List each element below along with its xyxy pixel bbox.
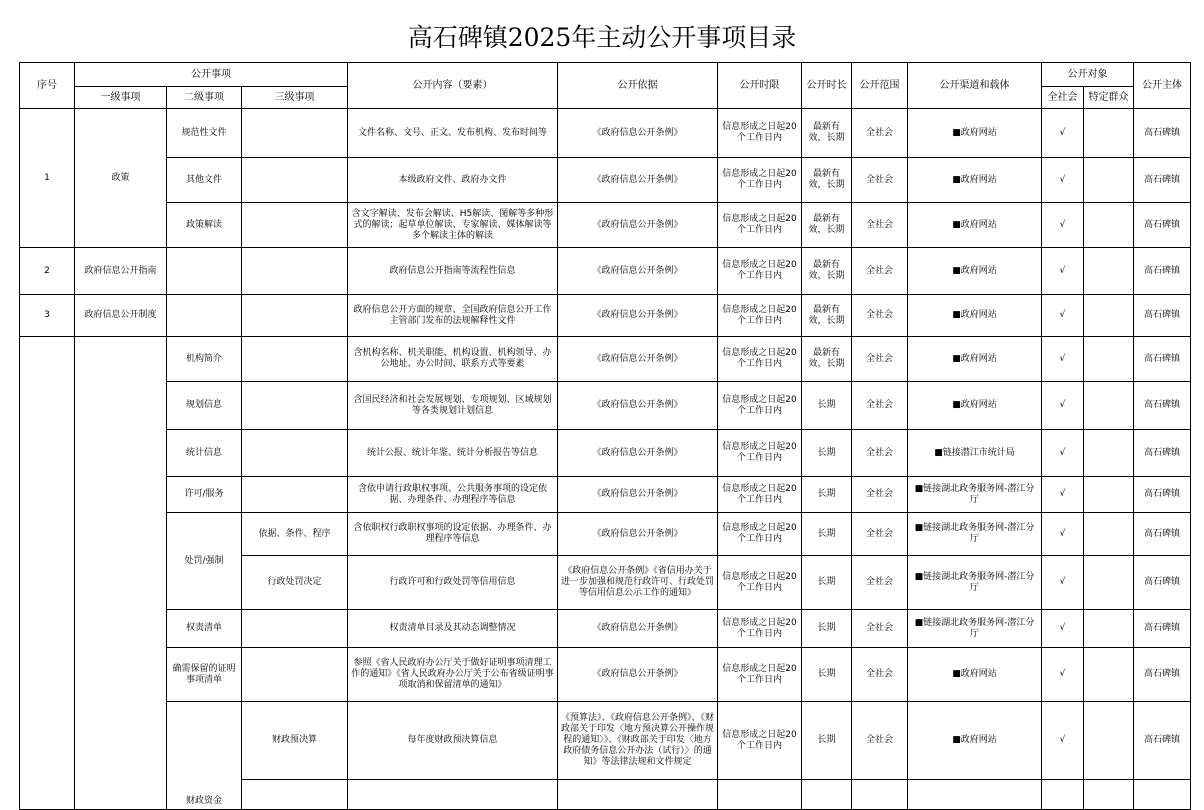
row-all-society-check: √ [1042, 610, 1084, 648]
row-time-limit: 信息形成之日起20个工作日内 [718, 382, 802, 430]
row-content: 本级政府文件、政府办文件 [348, 158, 558, 203]
row-scope: 全社会 [852, 477, 908, 513]
row-all-society-check: √ [1042, 158, 1084, 203]
row-level2: 权责清单 [167, 610, 242, 648]
row-specific [1084, 556, 1134, 610]
header-time-limit: 公开时限 [718, 63, 802, 109]
row-duration: 最新有效，长期 [802, 337, 852, 382]
row-channel: ■政府网站 [908, 337, 1042, 382]
row-channel: ■链接湖北政务服务网-潜江分厅 [908, 610, 1042, 648]
row-all-society-check: √ [1042, 382, 1084, 430]
row-basis: 《政府信息公开条例》 [558, 648, 718, 702]
row-content: 行政许可和行政处罚等信用信息 [348, 556, 558, 610]
row-time-limit: 信息形成之日起20个工作日内 [718, 513, 802, 556]
row-level3 [242, 780, 348, 810]
row-content: 含依申请行政职权事项、公共服务事项的设定依据、办理条件、办理程序等信息 [348, 477, 558, 513]
row-time-limit: 信息形成之日起20个工作日内 [718, 648, 802, 702]
row-level3 [242, 109, 348, 158]
row-subject: 高石碑镇 [1134, 556, 1191, 610]
header-channel: 公开渠道和载体 [908, 63, 1042, 109]
row-content: 文件名称、文号、正文、发布机构、发布时间等 [348, 109, 558, 158]
row-channel: ■政府网站 [908, 158, 1042, 203]
row-duration: 最新有效，长期 [802, 203, 852, 248]
row-seq: 1 [20, 109, 75, 248]
row-content: 政府信息公开方面的规章、全国政府信息公开工作主管部门发布的法规解释性文件 [348, 295, 558, 337]
row-scope: 全社会 [852, 648, 908, 702]
header-content: 公开内容（要素） [348, 63, 558, 109]
row-specific [1084, 610, 1134, 648]
row-subject: 高石碑镇 [1134, 203, 1191, 248]
row-duration: 最新有效，长期 [802, 109, 852, 158]
row-specific [1084, 648, 1134, 702]
table-row [20, 109, 1191, 158]
row-level1: 政策 [75, 109, 167, 248]
row-seq: 2 [20, 248, 75, 295]
row-time-limit: 信息形成之日起20个工作日内 [718, 337, 802, 382]
row-specific [1084, 382, 1134, 430]
row-level1: 政府信息公开指南 [75, 248, 167, 295]
row-time-limit: 信息形成之日起20个工作日内 [718, 477, 802, 513]
row-basis: 《政府信息公开条例》 [558, 295, 718, 337]
page-title: 高石碑镇2025年主动公开事项目录 [407, 23, 797, 52]
row-content: 权责清单目录及其动态调整情况 [348, 610, 558, 648]
row-scope: 全社会 [852, 513, 908, 556]
row-channel: ■政府网站 [908, 382, 1042, 430]
row-subject: 高石碑镇 [1134, 610, 1191, 648]
row-subject: 高石碑镇 [1134, 248, 1191, 295]
row-basis: 《政府信息公开条例》 [558, 513, 718, 556]
row-scope: 全社会 [852, 430, 908, 477]
row-level2: 统计信息 [167, 430, 242, 477]
row-content: 统计公报、统计年鉴、统计分析报告等信息 [348, 430, 558, 477]
row-scope: 全社会 [852, 702, 908, 780]
row-channel: ■政府网站 [908, 295, 1042, 337]
row-time-limit: 信息形成之日起20个工作日内 [718, 158, 802, 203]
row-level2: 处罚/强制 [167, 513, 242, 610]
row-subject: 高石碑镇 [1134, 295, 1191, 337]
table-row [20, 248, 1191, 295]
row-basis: 《政府信息公开条例》 [558, 248, 718, 295]
table-row [20, 203, 1191, 248]
row-all-society-check: √ [1042, 109, 1084, 158]
row-subject [1134, 780, 1191, 810]
header-scope: 公开范围 [852, 63, 908, 109]
row-subject: 高石碑镇 [1134, 109, 1191, 158]
header-subject: 公开主体 [1134, 63, 1191, 109]
row-duration: 长期 [802, 556, 852, 610]
row-duration: 最新有效，长期 [802, 248, 852, 295]
row-duration: 长期 [802, 477, 852, 513]
row-specific [1084, 513, 1134, 556]
row-subject: 高石碑镇 [1134, 648, 1191, 702]
row-subject: 高石碑镇 [1134, 513, 1191, 556]
row-basis: 《政府信息公开条例》 [558, 337, 718, 382]
header-all-society: 全社会 [1042, 87, 1084, 109]
row-all-society-check: √ [1042, 648, 1084, 702]
row-basis: 《政府信息公开条例》 [558, 158, 718, 203]
row-time-limit [718, 780, 802, 810]
row-specific [1084, 248, 1134, 295]
row-scope: 全社会 [852, 203, 908, 248]
row-level3 [242, 477, 348, 513]
row-basis: 《政府信息公开条例》 [558, 610, 718, 648]
row-time-limit: 信息形成之日起20个工作日内 [718, 295, 802, 337]
table-row [20, 513, 1191, 556]
row-level2: 其他文件 [167, 158, 242, 203]
row-specific [1084, 430, 1134, 477]
row-all-society-check: √ [1042, 248, 1084, 295]
row-specific [1084, 477, 1134, 513]
row-basis: 《政府信息公开条例》 [558, 477, 718, 513]
row-content: 参照《省人民政府办公厅关于做好证明事项清理工作的通知》《省人民政府办公厅关于公布省级证明事项取消和保留清单的通知》 [348, 648, 558, 702]
row-level3 [242, 203, 348, 248]
row-basis: 《政府信息公开条例》《省信用办关于进一步加强和规范行政许可、行政处罚等信用信息公示工作的通知》 [558, 556, 718, 610]
row-basis: 《政府信息公开条例》 [558, 203, 718, 248]
header-items-group: 公开事项 [75, 63, 348, 87]
row-all-society-check: √ [1042, 513, 1084, 556]
row-level2: 规划信息 [167, 382, 242, 430]
row-content: 含依职权行政职权事项的设定依据、办理条件、办理程序等信息 [348, 513, 558, 556]
table-row [20, 158, 1191, 203]
row-level2: 许可/服务 [167, 477, 242, 513]
table-row [20, 477, 1191, 513]
row-scope: 全社会 [852, 337, 908, 382]
row-level3: 行政处罚决定 [242, 556, 348, 610]
row-channel: ■政府网站 [908, 109, 1042, 158]
row-specific [1084, 780, 1134, 810]
row-level3 [242, 648, 348, 702]
table-row [20, 648, 1191, 702]
row-time-limit: 信息形成之日起20个工作日内 [718, 556, 802, 610]
row-channel: ■政府网站 [908, 648, 1042, 702]
row-channel: ■链接潜江市统计局 [908, 430, 1042, 477]
row-specific [1084, 109, 1134, 158]
row-all-society-check: √ [1042, 337, 1084, 382]
row-level3 [242, 610, 348, 648]
row-subject: 高石碑镇 [1134, 702, 1191, 780]
row-all-society-check: √ [1042, 702, 1084, 780]
row-all-society-check: √ [1042, 477, 1084, 513]
row-channel: ■政府网站 [908, 248, 1042, 295]
row-all-society-check: √ [1042, 556, 1084, 610]
row-duration: 最新有效，长期 [802, 295, 852, 337]
row-scope: 全社会 [852, 248, 908, 295]
row-duration: 长期 [802, 513, 852, 556]
row-scope: 全社会 [852, 295, 908, 337]
row-basis: 《预算法》、《政府信息公开条例》、《财政部关于印发〈地方预决算公开操作规程的通知〉》、《财政部关于印发〈地方政府债务信息公开办法（试行）〉的通知》等法律法规和文件规定 [558, 702, 718, 780]
row-all-society-check: √ [1042, 203, 1084, 248]
row-content: 含国民经济和社会发展规划、专项规划、区域规划等各类规划计划信息 [348, 382, 558, 430]
row-specific [1084, 702, 1134, 780]
row-level3 [242, 430, 348, 477]
row-specific [1084, 295, 1134, 337]
header-target-group: 公开对象 [1042, 63, 1134, 87]
row-level3 [242, 382, 348, 430]
row-level3 [242, 248, 348, 295]
row-subject: 高石碑镇 [1134, 158, 1191, 203]
row-subject: 高石碑镇 [1134, 430, 1191, 477]
row-channel: ■链接湖北政务服务网-潜江分厅 [908, 556, 1042, 610]
row-scope: 全社会 [852, 556, 908, 610]
row-subject: 高石碑镇 [1134, 337, 1191, 382]
row-time-limit: 信息形成之日起20个工作日内 [718, 248, 802, 295]
row-channel: ■政府网站 [908, 702, 1042, 780]
row-specific [1084, 158, 1134, 203]
row-level2: 财政资金 [167, 702, 242, 810]
table-row [20, 610, 1191, 648]
row-level2: 机构简介 [167, 337, 242, 382]
header-level3: 三级事项 [242, 87, 348, 109]
row-level1 [75, 337, 167, 810]
header-seq: 序号 [20, 63, 75, 109]
row-level3 [242, 295, 348, 337]
row-specific [1084, 203, 1134, 248]
row-content [348, 780, 558, 810]
row-level3 [242, 158, 348, 203]
row-time-limit: 信息形成之日起20个工作日内 [718, 203, 802, 248]
row-time-limit: 信息形成之日起20个工作日内 [718, 109, 802, 158]
table-row [20, 295, 1191, 337]
row-channel: ■链接湖北政务服务网-潜江分厅 [908, 513, 1042, 556]
row-level1: 政府信息公开制度 [75, 295, 167, 337]
table-row [20, 337, 1191, 382]
row-scope: 全社会 [852, 610, 908, 648]
row-level2 [167, 295, 242, 337]
header-duration: 公开时长 [802, 63, 852, 109]
header-level1: 一级事项 [75, 87, 167, 109]
row-duration: 长期 [802, 648, 852, 702]
row-specific [1084, 337, 1134, 382]
row-duration: 长期 [802, 430, 852, 477]
row-seq [20, 337, 75, 810]
row-time-limit: 信息形成之日起20个工作日内 [718, 702, 802, 780]
disclosure-table [19, 62, 1191, 810]
header-specific: 特定群众 [1084, 87, 1134, 109]
row-level3 [242, 337, 348, 382]
row-all-society-check: √ [1042, 295, 1084, 337]
row-scope [852, 780, 908, 810]
table-row [20, 430, 1191, 477]
table-row [20, 702, 1191, 780]
row-level2: 规范性文件 [167, 109, 242, 158]
row-content: 每年度财政预决算信息 [348, 702, 558, 780]
row-time-limit: 信息形成之日起20个工作日内 [718, 610, 802, 648]
row-seq: 3 [20, 295, 75, 337]
row-subject: 高石碑镇 [1134, 382, 1191, 430]
row-content: 含机构名称、机关职能、机构设置、机构领导、办公地址、办公时间、联系方式等要素 [348, 337, 558, 382]
row-time-limit: 信息形成之日起20个工作日内 [718, 430, 802, 477]
row-scope: 全社会 [852, 382, 908, 430]
row-duration: 长期 [802, 382, 852, 430]
row-level3: 依据、条件、程序 [242, 513, 348, 556]
header-level2: 二级事项 [167, 87, 242, 109]
row-duration [802, 780, 852, 810]
header-basis: 公开依据 [558, 63, 718, 109]
row-basis: 《政府信息公开条例》 [558, 109, 718, 158]
row-duration: 最新有效，长期 [802, 158, 852, 203]
row-basis [558, 780, 718, 810]
row-scope: 全社会 [852, 158, 908, 203]
row-content: 政府信息公开指南等流程性信息 [348, 248, 558, 295]
row-basis: 《政府信息公开条例》 [558, 382, 718, 430]
row-scope: 全社会 [852, 109, 908, 158]
row-duration: 长期 [802, 610, 852, 648]
row-subject: 高石碑镇 [1134, 477, 1191, 513]
row-all-society-check [1042, 780, 1084, 810]
table-row [20, 382, 1191, 430]
row-level2: 政策解读 [167, 203, 242, 248]
row-basis: 《政府信息公开条例》 [558, 430, 718, 477]
row-channel: ■政府网站 [908, 203, 1042, 248]
row-duration: 长期 [802, 702, 852, 780]
row-level2: 确需保留的证明事项清单 [167, 648, 242, 702]
row-level3: 财政预决算 [242, 702, 348, 780]
row-level2 [167, 248, 242, 295]
row-all-society-check: √ [1042, 430, 1084, 477]
row-channel: ■链接湖北政务服务网-潜江分厅 [908, 477, 1042, 513]
row-channel [908, 780, 1042, 810]
row-content: 含文字解读、发布会解读、H5解读、图解等多种形式的解读；起草单位解读、专家解读、媒体解读等多个解读主体的解读 [348, 203, 558, 248]
